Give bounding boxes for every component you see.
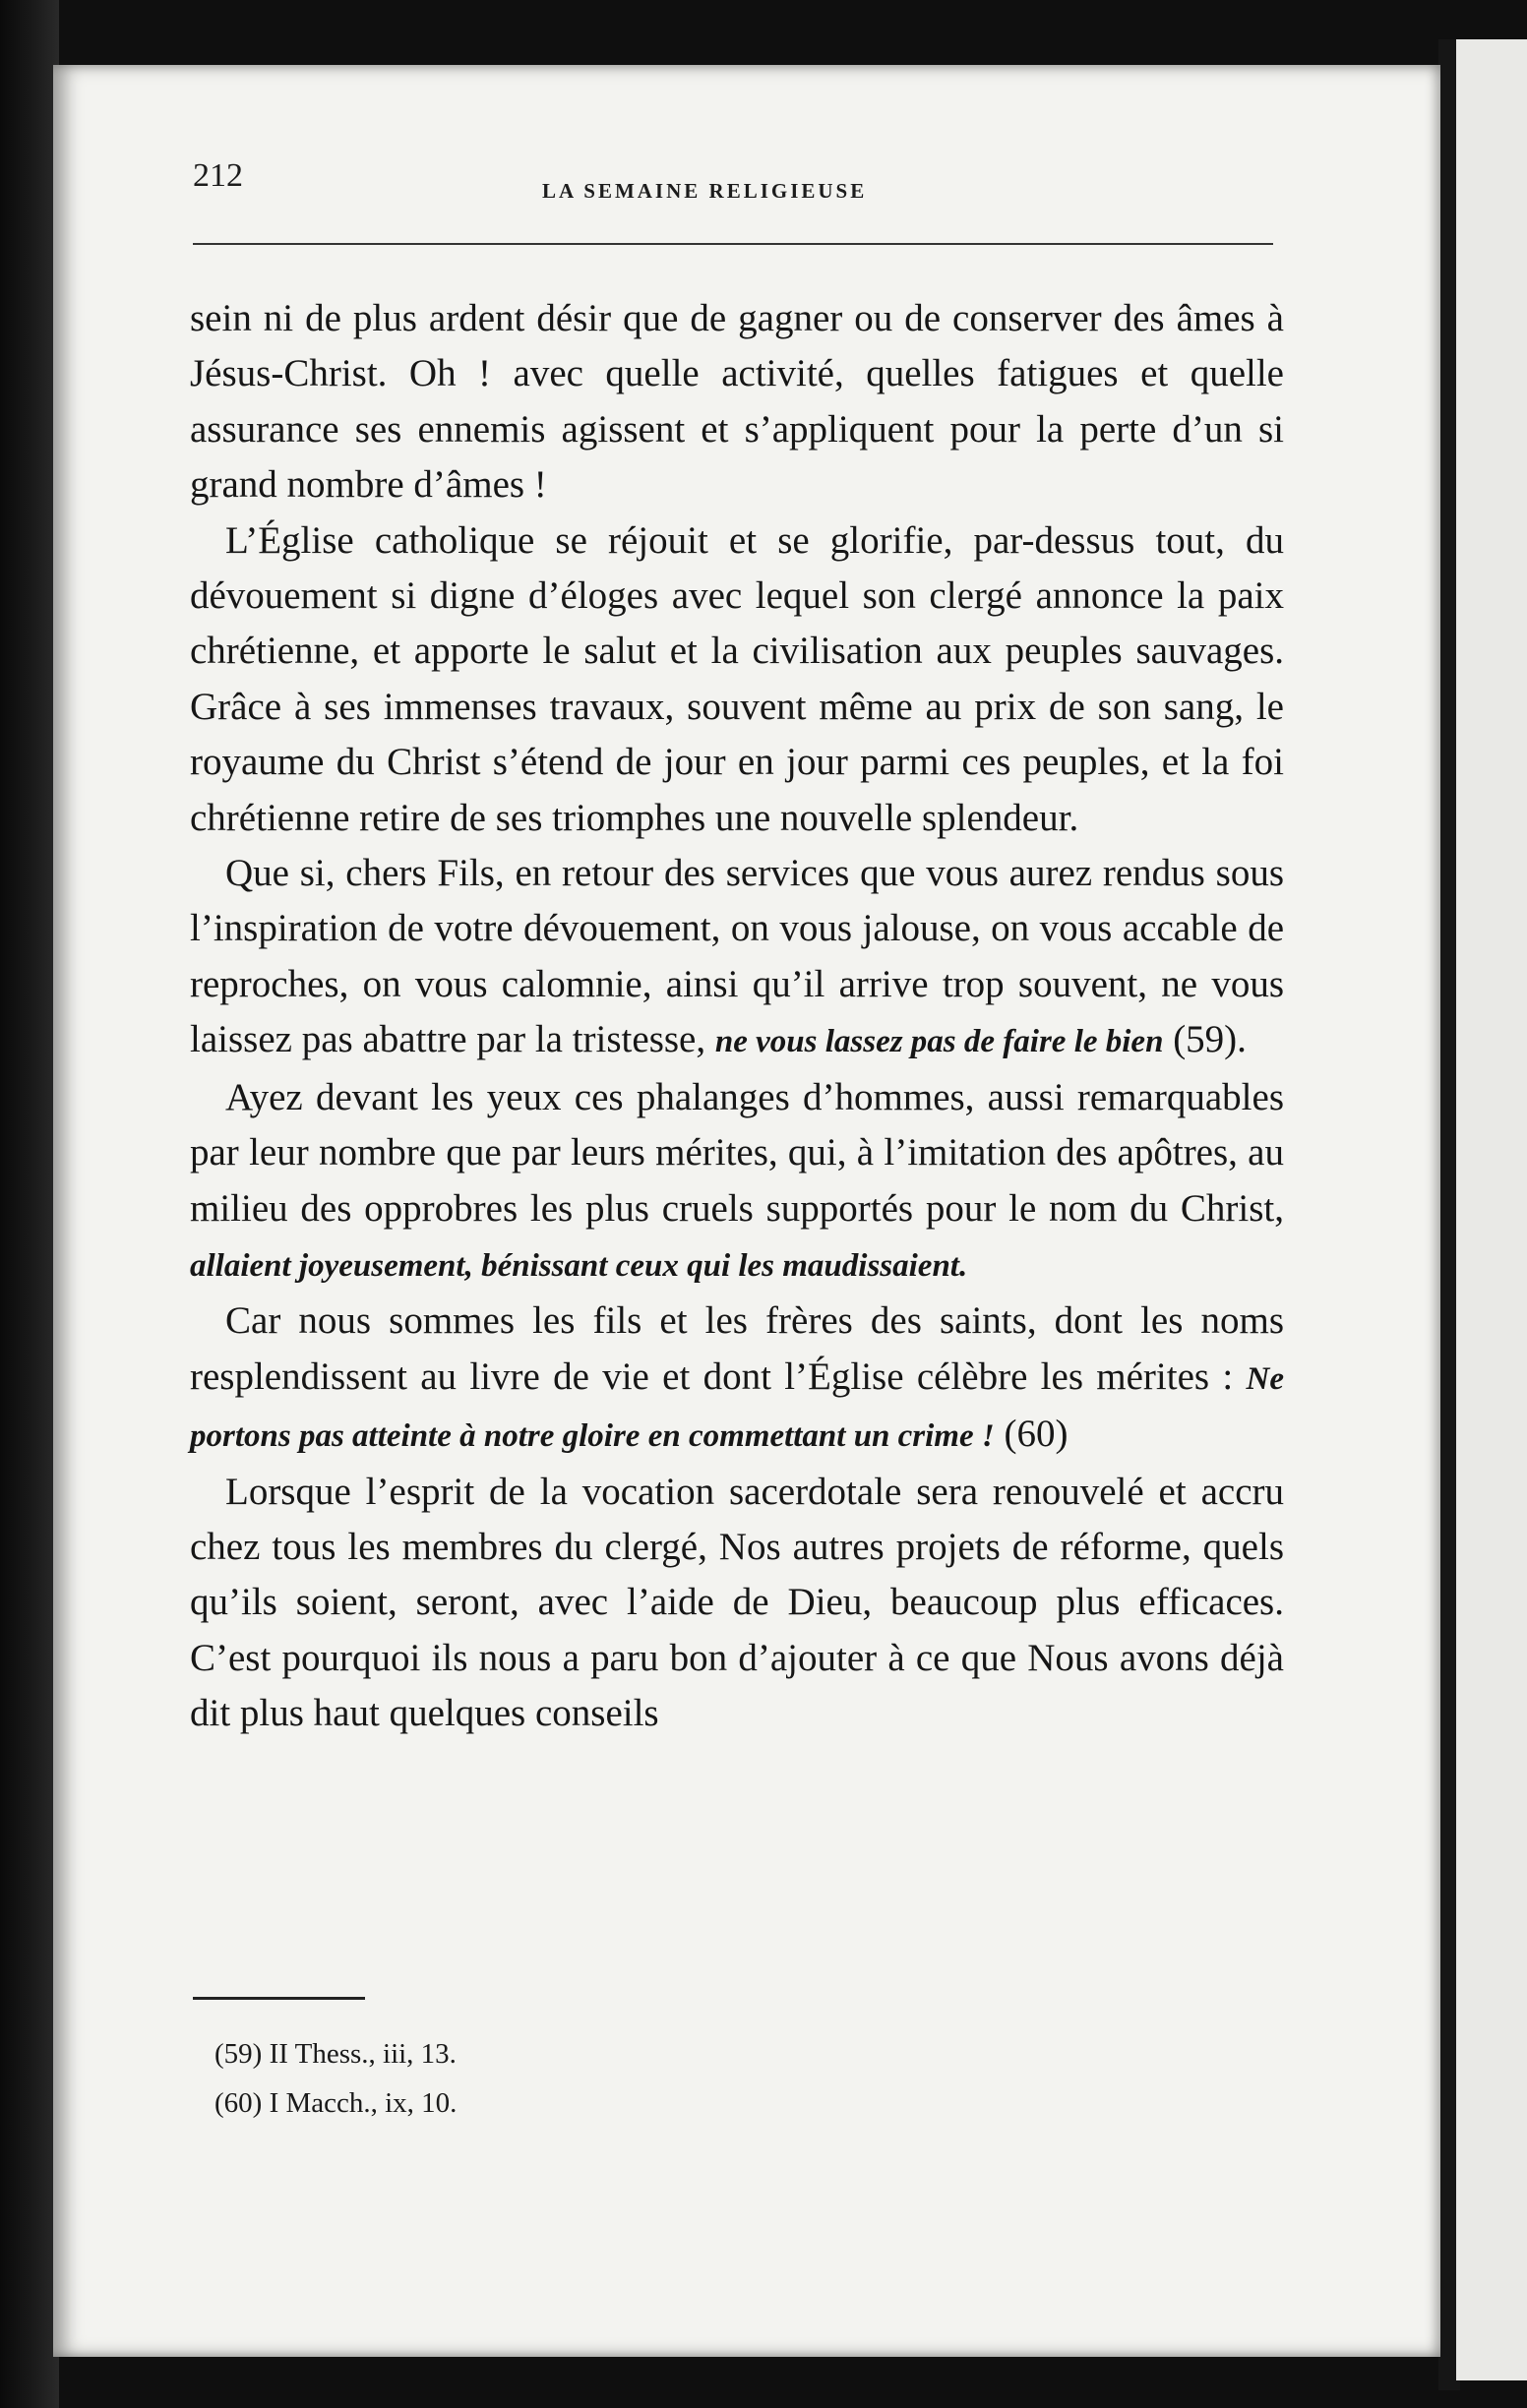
text-run: Ayez devant les yeux ces phalanges d’hommes, aussi remarquables par leur nombre que par leurs mérites, qui, à l’imitation des apôtres, au milieu des opprobres les plus cruels supportés pour le nom du Christ, xyxy=(190,1075,1284,1230)
paragraph xyxy=(190,1294,1284,1464)
paragraph xyxy=(190,1070,1284,1294)
running-title: LA SEMAINE RELIGIEUSE xyxy=(542,179,868,203)
header-rule xyxy=(193,243,1273,245)
footnote-rule xyxy=(193,1997,365,2000)
paragraph xyxy=(190,846,1284,1070)
scan-margin-left xyxy=(0,0,59,2408)
paragraph xyxy=(190,1465,1284,1742)
paragraph xyxy=(190,291,1284,513)
footnote-59: (59) II Thess., iii, 13. xyxy=(214,2038,457,2070)
italic-quote: Ne portons pas atteinte à notre gloire en commettant un crime ! xyxy=(190,1360,1284,1455)
italic-quote: ne vous lassez pas de faire le bien xyxy=(714,1024,1164,1060)
italic-quote: allaient joyeusement, bénissant ceux qui les maudissaient. xyxy=(190,1247,968,1284)
footnote-60: (60) I Macch., ix, 10. xyxy=(214,2087,458,2119)
text-run: Lorsque l’esprit de la vocation sacerdotale sera renouvelé et accru chez tous les membres du clergé, Nos autres projets de réforme, quels qu’ils soient, seront, avec l’aide de Dieu, beaucoup plus efficaces. C’est pourquoi ils nous a paru bon d’ajouter à ce que Nous avons déjà dit plus haut quelques conseils xyxy=(190,1470,1284,1735)
text-run: L’Église catholique se réjouit et se glorifie, par-dessus tout, du dévouement si digne d’éloges avec lequel son clergé annonce la paix chrétienne, et apporte le salut et la civilisation aux peuples sauvages. Grâce à ses immenses travaux, souvent même au prix de son sang, le royaume du Christ s’étend de jour en jour parmi ces peuples, et la foi chrétienne retire de ses triomphes une nouvelle splendeur. xyxy=(190,518,1284,839)
adjacent-page-edge xyxy=(1456,39,1527,2380)
text-run: sein ni de plus ardent désir que de gagner ou de conserver des âmes à Jésus-Christ. Oh ! avec quelle activité, quelles fatigues et quelle assurance ses ennemis agissent et s’appliquent pour la perte d’un si grand nombre d’âmes ! xyxy=(190,297,1284,507)
running-head xyxy=(193,157,1275,216)
paragraph xyxy=(190,513,1284,846)
text-run: Car nous sommes les fils et les frères des saints, dont les noms resplendissent au livre de vie et dont l’Église célèbre les mérites : xyxy=(190,1299,1284,1398)
footnotes xyxy=(214,2029,1100,2128)
body-text xyxy=(190,291,1284,1742)
text-run: (60) xyxy=(994,1413,1069,1456)
text-run: Que si, chers Fils, en retour des services que vous aurez rendus sous l’inspiration de votre dévouement, on vous jalouse, on vous accable de reproches, on vous calomnie, ainsi qu’il arrive trop souvent, ne vous laissez pas abattre par la tristesse, xyxy=(190,852,1284,1061)
page-number: 212 xyxy=(193,157,243,194)
text-run: (59). xyxy=(1163,1018,1247,1061)
